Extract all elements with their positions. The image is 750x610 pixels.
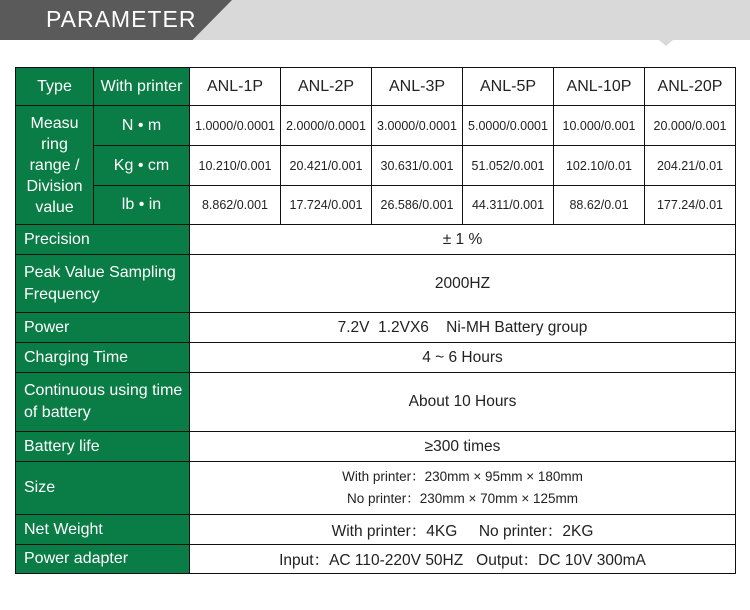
model-header: ANL-1P (190, 68, 281, 106)
spec-label: Battery life (16, 432, 190, 462)
type-label: Type (16, 68, 94, 106)
range-cell: 44.311/0.001 (463, 186, 554, 225)
spec-value: 7.2V 1.2VX6 Ni-MH Battery group (190, 313, 736, 343)
table-row (16, 106, 736, 146)
range-cell: 17.724/0.001 (281, 186, 372, 225)
range-cell: 5.0000/0.0001 (463, 106, 554, 146)
spec-value: With printer：4KG No printer：2KG (190, 515, 736, 545)
range-label: Measu ring range / Division value (16, 106, 94, 225)
spec-value (190, 462, 736, 515)
size-with-printer: With printer：230mm × 95mm × 180mm (342, 469, 583, 484)
range-cell: 88.62/0.01 (554, 186, 645, 225)
range-cell: 1.0000/0.0001 (190, 106, 281, 146)
spec-value: ± 1 % (190, 225, 736, 255)
parameter-table (15, 67, 736, 574)
spec-label: Power (16, 313, 190, 343)
spec-row-weight (16, 515, 736, 545)
table-row (16, 146, 736, 186)
spec-row-continuous (16, 373, 736, 432)
table-header-row (16, 68, 736, 106)
range-cell: 20.421/0.001 (281, 146, 372, 186)
range-cell: 30.631/0.001 (372, 146, 463, 186)
header-notch (659, 40, 673, 46)
model-header: ANL-2P (281, 68, 372, 106)
spec-value: About 10 Hours (190, 373, 736, 432)
model-header: ANL-20P (645, 68, 736, 106)
unit-label: N • m (94, 106, 190, 146)
spec-label: Net Weight (16, 515, 190, 545)
spec-label: Continuous using time of battery (16, 373, 190, 432)
model-header: ANL-3P (372, 68, 463, 106)
spec-row-power (16, 313, 736, 343)
spec-label: Peak Value Sampling Frequency (16, 255, 190, 313)
spec-row-adapter (16, 545, 736, 574)
unit-label: Kg • cm (94, 146, 190, 186)
range-cell: 20.000/0.001 (645, 106, 736, 146)
range-cell: 102.10/0.01 (554, 146, 645, 186)
spec-value: 2000HZ (190, 255, 736, 313)
range-cell: 177.24/0.01 (645, 186, 736, 225)
spec-label: Power adapter (16, 545, 190, 574)
spec-label: Size (16, 462, 190, 515)
unit-label: lb • in (94, 186, 190, 225)
model-header: ANL-5P (463, 68, 554, 106)
range-cell: 26.586/0.001 (372, 186, 463, 225)
range-cell: 8.862/0.001 (190, 186, 281, 225)
spec-row-precision (16, 225, 736, 255)
size-no-printer: No printer：230mm × 70mm × 125mm (346, 491, 579, 506)
range-cell: 2.0000/0.0001 (281, 106, 372, 146)
model-header: ANL-10P (554, 68, 645, 106)
range-cell: 10.000/0.001 (554, 106, 645, 146)
spec-label: Charging Time (16, 343, 190, 373)
table-row (16, 186, 736, 225)
range-cell: 10.210/0.001 (190, 146, 281, 186)
spec-label: Precision (16, 225, 190, 255)
range-cell: 51.052/0.001 (463, 146, 554, 186)
page-title: PARAMETER (46, 6, 197, 32)
range-cell: 3.0000/0.0001 (372, 106, 463, 146)
spec-row-sampling (16, 255, 736, 313)
spec-value: ≥300 times (190, 432, 736, 462)
spec-value: Input：AC 110-220V 50HZ Output：DC 10V 300mA (190, 545, 736, 574)
spec-value: 4 ~ 6 Hours (190, 343, 736, 373)
spec-row-size (16, 462, 736, 515)
spec-row-battery-life (16, 432, 736, 462)
spec-row-charging (16, 343, 736, 373)
with-printer-label: With printer (94, 68, 190, 106)
range-cell: 204.21/0.01 (645, 146, 736, 186)
